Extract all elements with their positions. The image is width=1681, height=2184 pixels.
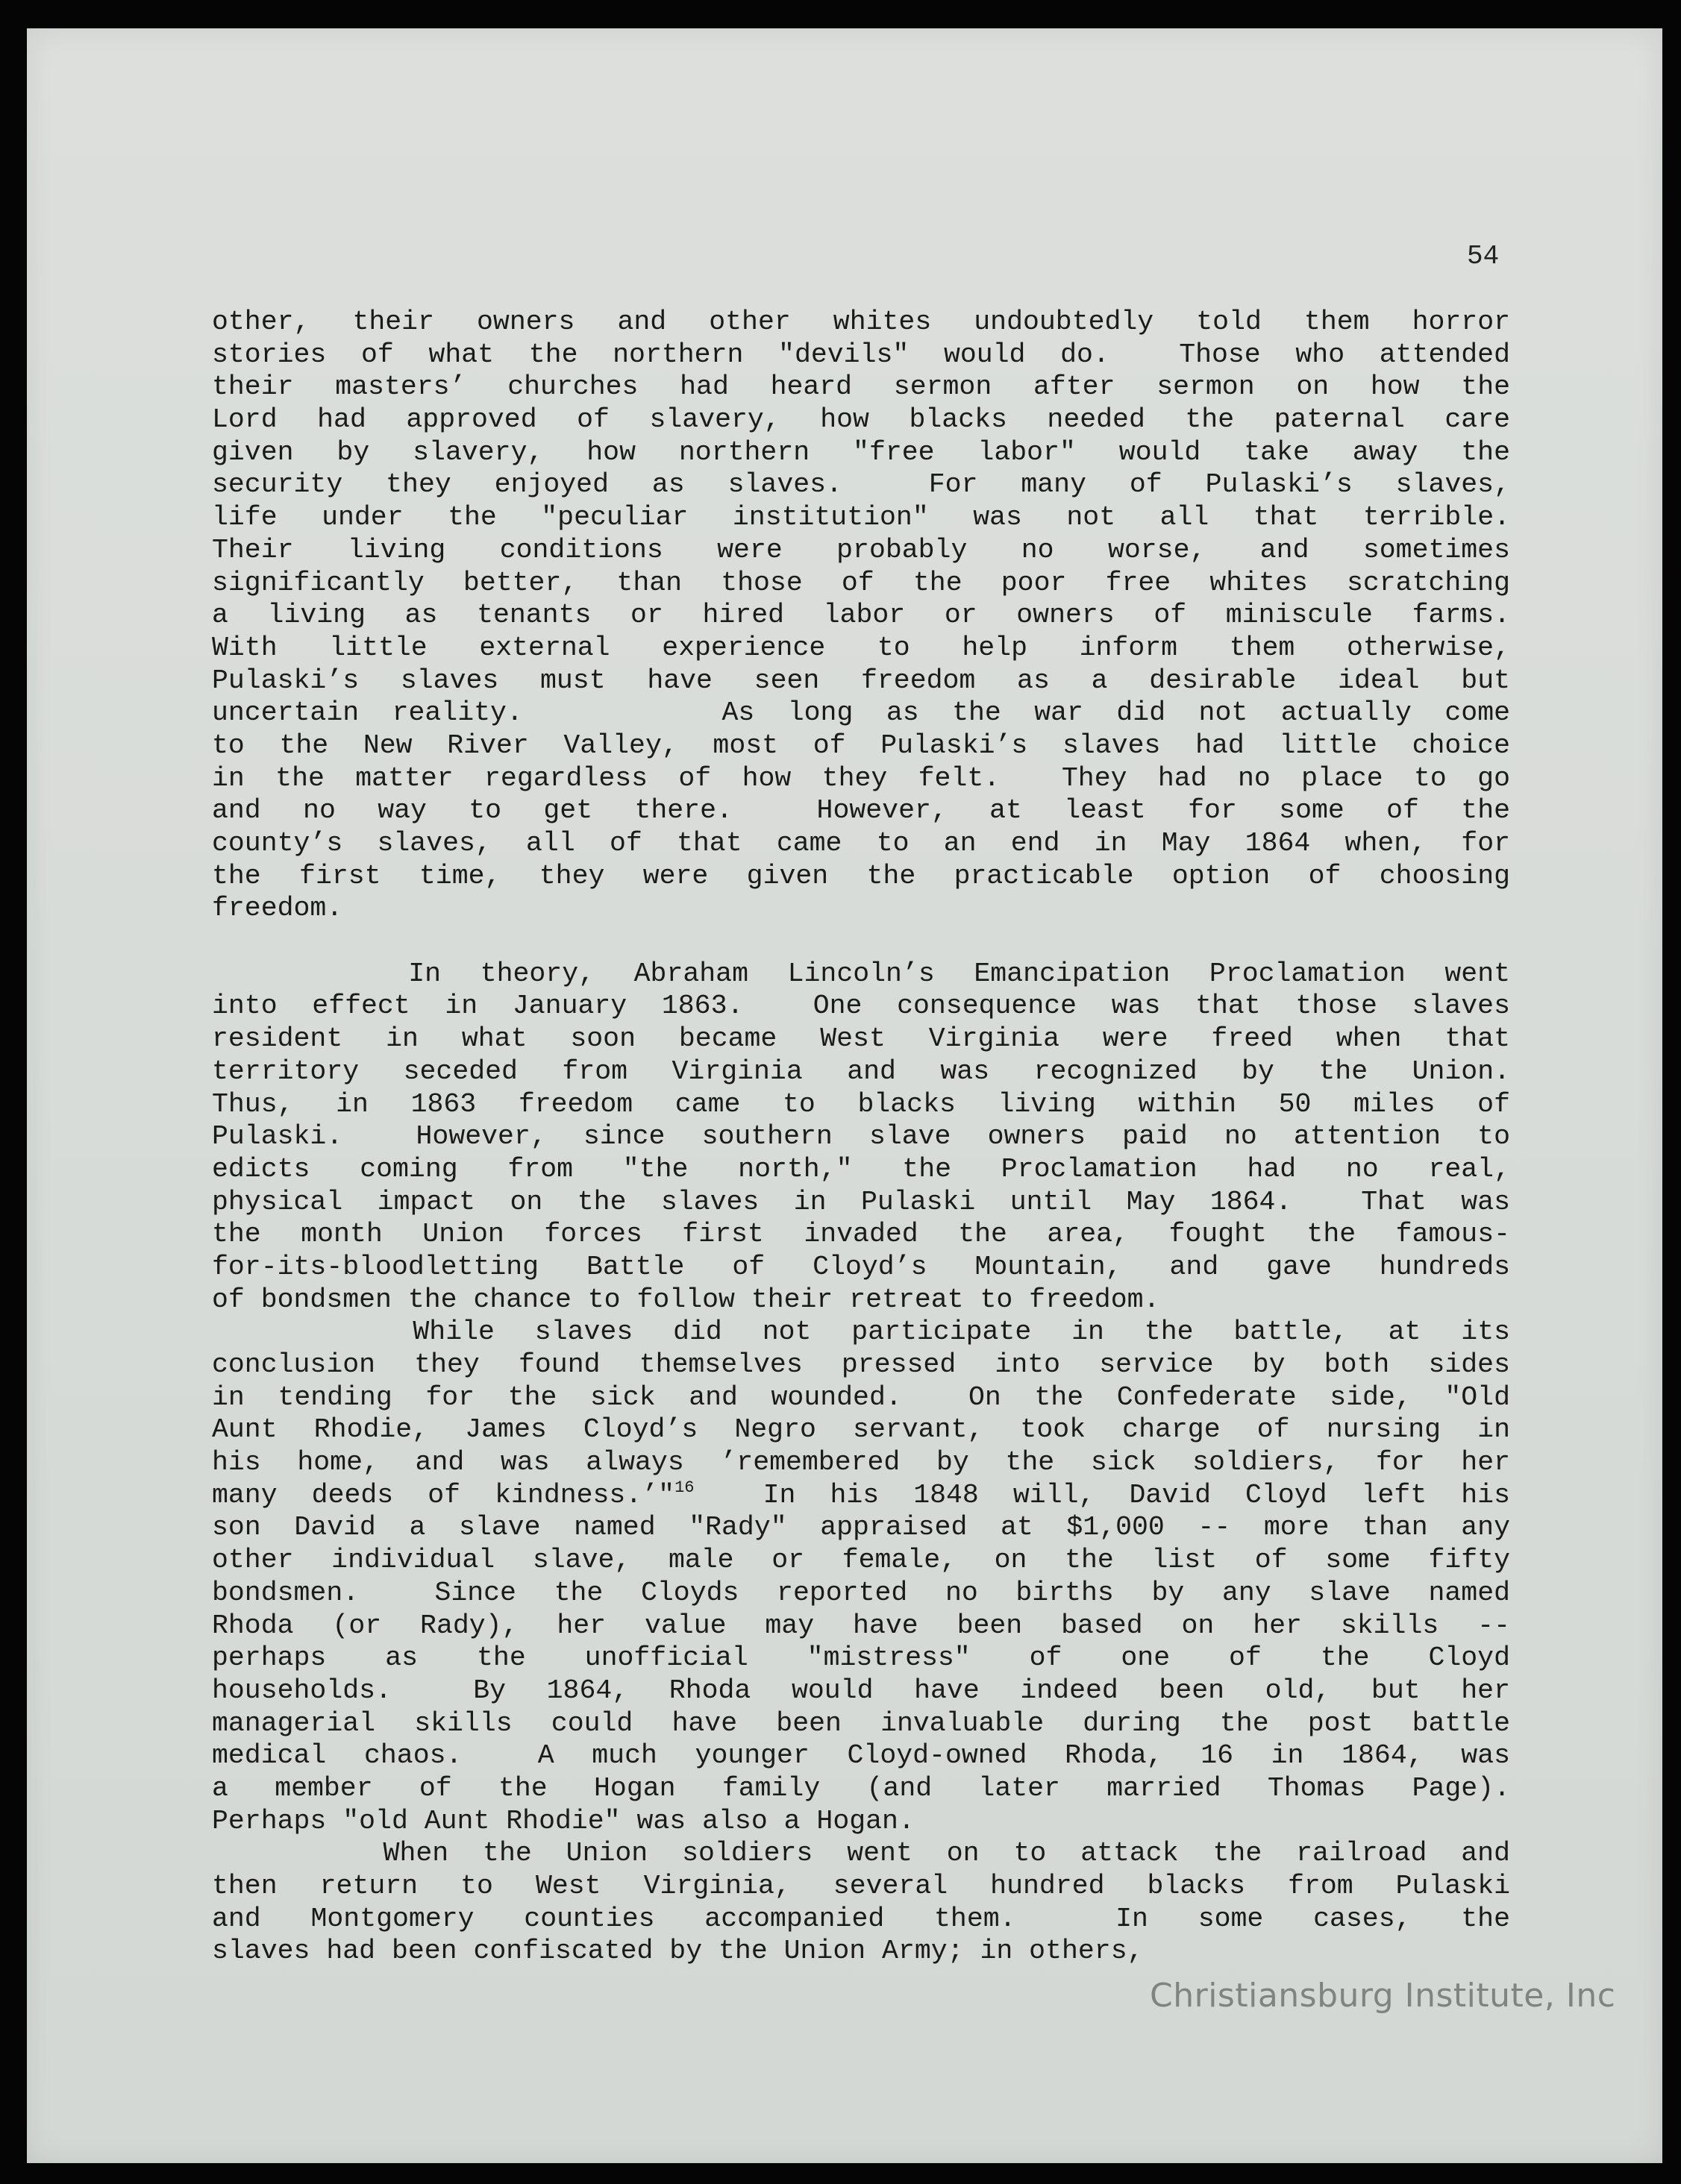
text-line: uncertain reality. As long as the war did not actually come xyxy=(212,697,1510,729)
text-line: a living as tenants or hired labor or owners of miniscule farms. xyxy=(212,600,1510,631)
text-line: Lord had approved of slavery, how blacks needed the paternal care xyxy=(212,404,1510,436)
paragraph-1 xyxy=(212,306,1510,925)
text-line: the first time, they were given the practicable option of choosing xyxy=(212,860,1510,891)
text-line: their masters’ churches had heard sermon after sermon on how the xyxy=(212,371,1510,403)
text-line: into effect in January 1863. One consequence was that those slaves xyxy=(212,991,1510,1022)
text-line: When the Union soldiers went on to attack the railroad and xyxy=(212,1838,1510,1869)
text-line: and no way to get there. However, at least for some of the xyxy=(212,795,1510,826)
text-line: of bondsmen the chance to follow their retreat to freedom. xyxy=(212,1284,1160,1315)
text-line: Pulaski’s slaves must have seen freedom as a desirable ideal but xyxy=(212,665,1510,696)
text-line: other individual slave, male or female, on the list of some fifty xyxy=(212,1545,1510,1576)
text-line: for-its-bloodletting Battle of Cloyd’s Mountain, and gave hundreds xyxy=(212,1251,1510,1282)
text-line: managerial skills could have been invaluable during the post battle xyxy=(212,1707,1510,1739)
text-line: the month Union forces first invaded the area, fought the famous- xyxy=(212,1219,1510,1250)
text-fragment: many deeds of kindness.’" xyxy=(212,1479,675,1510)
paragraph-2 xyxy=(212,958,1510,1317)
paragraph-4 xyxy=(212,1837,1510,1968)
text-line: in the matter regardless of how they felt. They had no place to go xyxy=(212,762,1510,794)
text-line: stories of what the northern "devils" would do. Those who attended xyxy=(212,339,1510,370)
text-line: edicts coming from "the north," the Proclamation had no real, xyxy=(212,1153,1510,1184)
page-number: 54 xyxy=(1467,241,1500,272)
footnote-marker: 16 xyxy=(674,1478,695,1497)
text-line: Rhoda (or Rady), her value may have been based on her skills -- xyxy=(212,1610,1510,1641)
text-line: and Montgomery counties accompanied them. In some cases, the xyxy=(212,1903,1510,1934)
text-line: Perhaps "old Aunt Rhodie" was also a Hogan. xyxy=(212,1805,915,1836)
text-line: in tending for the sick and wounded. On the Confederate side, "Old xyxy=(212,1381,1510,1413)
text-line: With little external experience to help inform them otherwise, xyxy=(212,632,1510,663)
text-line: then return to West Virginia, several hundred blacks from Pulaski xyxy=(212,1871,1510,1901)
text-line: While slaves did not participate in the battle, at its xyxy=(212,1317,1510,1348)
text-line-with-footnote xyxy=(212,1479,1510,1512)
text-line: security they enjoyed as slaves. For many of Pulaski’s slaves, xyxy=(212,469,1510,501)
text-line: conclusion they found themselves pressed into service by both sides xyxy=(212,1349,1510,1380)
text-fragment: In his 1848 will, David Cloyd left his xyxy=(694,1479,1510,1510)
text-line: life under the "peculiar institution" was not all that terrible. xyxy=(212,502,1510,533)
text-line: territory seceded from Virginia and was recognized by the Union. xyxy=(212,1055,1510,1087)
text-line: resident in what soon became West Virginia were freed when that xyxy=(212,1023,1510,1055)
text-line: medical chaos. A much younger Cloyd-owned Rhoda, 16 in 1864, was xyxy=(212,1740,1510,1772)
text-line: physical impact on the slaves in Pulaski until May 1864. That was xyxy=(212,1186,1510,1217)
text-line: In theory, Abraham Lincoln’s Emancipation Proclamation went xyxy=(212,958,1510,989)
text-line: county’s slaves, all of that came to an end in May 1864 when, for xyxy=(212,828,1510,859)
text-line: son David a slave named "Rady" appraised at $1,000 -- more than any xyxy=(212,1512,1510,1543)
text-line: other, their owners and other whites undoubtedly told them horror xyxy=(212,307,1510,337)
text-line: a member of the Hogan family (and later married Thomas Page). xyxy=(212,1772,1510,1804)
text-line: Aunt Rhodie, James Cloyd’s Negro servant, took charge of nursing in xyxy=(212,1414,1510,1446)
text-line: bondsmen. Since the Cloyds reported no births by any slave named xyxy=(212,1577,1510,1608)
text-line: households. By 1864, Rhoda would have indeed been old, but her xyxy=(212,1675,1510,1706)
text-line: Thus, in 1863 freedom came to blacks living within 50 miles of xyxy=(212,1088,1510,1120)
paragraph-3 xyxy=(212,1316,1510,1837)
text-line: to the New River Valley, most of Pulaski’s slaves had little choice xyxy=(212,729,1510,761)
document-page xyxy=(27,28,1662,2163)
text-line: Pulaski. However, since southern slave owners paid no attention to xyxy=(212,1121,1510,1152)
text-line: perhaps as the unofficial "mistress" of one of the Cloyd xyxy=(212,1642,1510,1674)
text-line: given by slavery, how northern "free labor" would take away the xyxy=(212,436,1510,468)
text-line: freedom. xyxy=(212,893,343,924)
text-line: his home, and was always ’remembered by the sick soldiers, for her xyxy=(212,1447,1510,1478)
text-line: significantly better, than those of the poor free whites scratching xyxy=(212,567,1510,598)
watermark: Christiansburg Institute, Inc xyxy=(1150,1977,1616,2015)
body-text xyxy=(212,306,1510,1968)
text-line: slaves had been confiscated by the Union Army; in others, xyxy=(212,1936,1144,1967)
paragraph-gap xyxy=(212,925,1510,958)
text-line: Their living conditions were probably no worse, and sometimes xyxy=(212,534,1510,565)
